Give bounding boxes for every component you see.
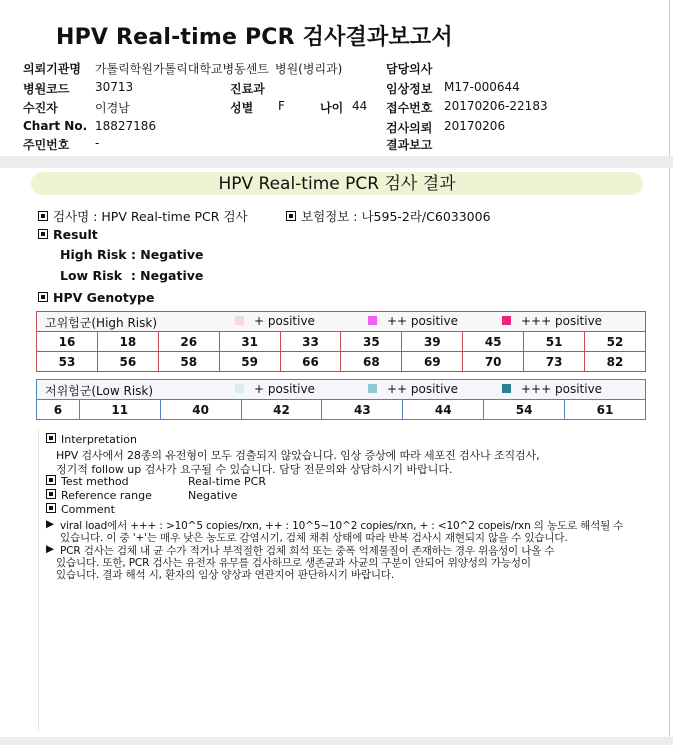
legend-plus2 — [368, 382, 458, 396]
bullet-square-icon — [46, 503, 56, 513]
legend-plus-label: + positive — [254, 382, 315, 396]
sex-label: 성별 — [230, 101, 254, 115]
high-risk-header — [36, 311, 646, 332]
legend-plus2-label: ++ positive — [387, 382, 458, 396]
high-risk-genotype-68: 68 — [341, 352, 402, 372]
high-risk-genotype-45: 45 — [463, 332, 524, 352]
bullet-square-icon — [46, 475, 56, 485]
low-risk-label: 저위험군(Low Risk) — [45, 384, 154, 398]
high-risk-genotype-51: 51 — [524, 332, 585, 352]
high-risk-genotype-33: 33 — [280, 332, 341, 352]
institution-label: 의뢰기관명 — [23, 62, 81, 76]
sex-value: F — [278, 99, 285, 113]
receipt-no-label: 접수번호 — [386, 101, 433, 115]
reference-range-row — [46, 489, 152, 502]
legend-swatch-plus3 — [502, 384, 511, 393]
comment-2-line-2: 있습니다. 또한, PCR 검사는 유전자 유무를 검사하므로 생존균과 사균의 구분이 안되어 위양성의 가능성이 — [56, 557, 531, 569]
legend-swatch-plus — [235, 384, 244, 393]
clinical-info-value: M17-000644 — [444, 80, 520, 94]
chart-no-value: 18827186 — [95, 119, 157, 133]
high-risk-genotype-31: 31 — [219, 332, 280, 352]
test-method-row — [46, 475, 129, 488]
genotype-heading-row — [38, 290, 154, 305]
resident-no-label: 주민번호 — [23, 138, 70, 152]
test-method-value: Real-time PCR — [188, 475, 266, 488]
age-label: 나이 — [320, 101, 344, 115]
comment-1-line-1: viral load에서 +++ : >10^5 copies/rxn, ++ : 10^5~10^2 copies/rxn, + : <10^2 copeis/rxn 의 농도로 해석될 수 — [60, 520, 624, 532]
low-risk-result: Low Risk : Negative — [60, 268, 204, 283]
legend-plus3-label: +++ positive — [521, 382, 603, 396]
comment-1-line-2: 있습니다. 이 중 '+'는 매우 낮은 농도로 감염시기, 검체 채취 상태에 따라 반복 검사시 재현되지 않을 수 있습니다. — [60, 532, 568, 544]
resident-no-value: - — [95, 136, 100, 150]
bottom-divider — [0, 737, 673, 745]
high-risk-genotype-18: 18 — [97, 332, 158, 352]
report-title: HPV Real-time PCR 검사결과보고서 — [56, 25, 453, 50]
result-banner: HPV Real-time PCR 검사 결과 — [31, 172, 643, 195]
reference-range-value: Negative — [188, 489, 238, 502]
high-risk-result: High Risk : Negative — [60, 247, 204, 262]
legend-swatch-plus — [235, 316, 244, 325]
high-risk-row-1 — [37, 332, 646, 352]
high-risk-genotype-53: 53 — [37, 352, 98, 372]
high-risk-genotype-82: 82 — [585, 352, 646, 372]
request-date-label: 검사의뢰 — [386, 121, 433, 135]
genotype-heading: HPV Genotype — [53, 290, 155, 305]
collector-value: 이경남 — [95, 101, 130, 115]
comment-2-line-3: 있습니다. 결과 해석 시, 환자의 임상 양상과 연관지어 판단하시기 바랍니다. — [56, 569, 395, 581]
legend-plus3 — [502, 382, 602, 396]
bullet-square-icon — [46, 489, 56, 499]
clinical-info-label: 임상정보 — [386, 82, 433, 96]
high-risk-row-2 — [37, 352, 646, 372]
high-risk-genotype-table — [36, 331, 646, 372]
high-risk-genotype-26: 26 — [158, 332, 219, 352]
legend-swatch-plus2 — [368, 316, 377, 325]
legend-swatch-plus3 — [502, 316, 511, 325]
report-label: 결과보고 — [386, 138, 433, 152]
collector-label: 수진자 — [23, 101, 58, 115]
legend-plus3 — [502, 314, 602, 328]
page-edge — [669, 0, 670, 745]
section-divider — [0, 156, 673, 168]
legend-plus-label: + positive — [254, 314, 315, 328]
legend-swatch-plus2 — [368, 384, 377, 393]
chart-no-label: Chart No. — [23, 119, 88, 133]
interpretation-heading-row — [46, 433, 137, 446]
legend-plus2-label: ++ positive — [387, 314, 458, 328]
high-risk-genotype-70: 70 — [463, 352, 524, 372]
high-risk-genotype-16: 16 — [37, 332, 98, 352]
low-risk-genotype-54: 54 — [484, 400, 565, 420]
high-risk-genotype-59: 59 — [219, 352, 280, 372]
low-risk-genotype-11: 11 — [79, 400, 160, 420]
low-risk-genotype-61: 61 — [565, 400, 646, 420]
result-heading-row — [38, 227, 98, 242]
high-risk-genotype-39: 39 — [402, 332, 463, 352]
result-heading: Result — [53, 227, 98, 242]
legend-plus3-label: +++ positive — [521, 314, 603, 328]
bullet-square-icon — [46, 433, 56, 443]
high-risk-genotype-52: 52 — [585, 332, 646, 352]
insurance-info: 보험정보 : 나595-2라/C6033006 — [301, 209, 491, 224]
bullet-square-icon — [38, 292, 48, 302]
low-risk-genotype-42: 42 — [241, 400, 322, 420]
low-risk-genotype-43: 43 — [322, 400, 403, 420]
bullet-square-icon — [286, 211, 296, 221]
low-risk-genotype-44: 44 — [403, 400, 484, 420]
high-risk-genotype-58: 58 — [158, 352, 219, 372]
department-label: 진료과 — [230, 82, 265, 96]
legend-plus — [235, 382, 315, 396]
hospital-code-value: 30713 — [95, 80, 134, 94]
legend-plus — [235, 314, 315, 328]
low-risk-header — [36, 379, 646, 400]
comment-2-line-1: PCR 검사는 검체 내 균 수가 적거나 부적절한 검체 희석 또는 중폭 억제물질이 존재하는 경우 위음성이 나올 수 — [60, 545, 555, 557]
reference-range-label: Reference range — [61, 489, 152, 502]
age-value: 44 — [352, 99, 368, 113]
interpretation-line-1: HPV 검사에서 28종의 유전형이 모두 검출되지 않았습니다. 임상 증상에 따라 세포진 검사나 조직검사, — [56, 449, 540, 462]
test-name-row — [38, 207, 248, 225]
legend-plus2 — [368, 314, 458, 328]
low-risk-genotype-table — [36, 399, 646, 420]
comment-heading-row — [46, 503, 115, 516]
bullet-square-icon — [38, 211, 48, 221]
physician-label: 담당의사 — [386, 62, 433, 76]
bullet-square-icon — [38, 229, 48, 239]
test-name: 검사명 : HPV Real-time PCR 검사 — [53, 209, 248, 224]
high-risk-genotype-73: 73 — [524, 352, 585, 372]
high-risk-genotype-69: 69 — [402, 352, 463, 372]
test-method-label: Test method — [61, 475, 129, 488]
interpretation-line-2: 정기적 follow up 검사가 요구될 수 있습니다. 담당 전문의와 상담하시기 바랍니다. — [56, 463, 453, 476]
low-risk-row — [37, 400, 646, 420]
request-date-value: 20170206 — [444, 119, 506, 133]
high-risk-label: 고위험군(High Risk) — [45, 316, 157, 330]
insurance-row — [286, 207, 491, 225]
comment-heading: Comment — [61, 503, 115, 516]
high-risk-genotype-56: 56 — [97, 352, 158, 372]
receipt-no-value: 20170206-22183 — [444, 99, 548, 113]
institution-suffix: 병원(병리과) — [275, 62, 343, 76]
low-risk-genotype-6: 6 — [37, 400, 80, 420]
high-risk-genotype-35: 35 — [341, 332, 402, 352]
hospital-code-label: 병원코드 — [23, 82, 70, 96]
institution-value: 가톨릭학원가톨릭대학교병동센트 — [95, 62, 269, 76]
high-risk-genotype-66: 66 — [280, 352, 341, 372]
interpretation-heading: Interpretation — [61, 433, 137, 446]
triangle-bullet-icon: ▶ — [46, 518, 55, 530]
low-risk-genotype-40: 40 — [160, 400, 241, 420]
triangle-bullet-icon: ▶ — [46, 543, 55, 555]
